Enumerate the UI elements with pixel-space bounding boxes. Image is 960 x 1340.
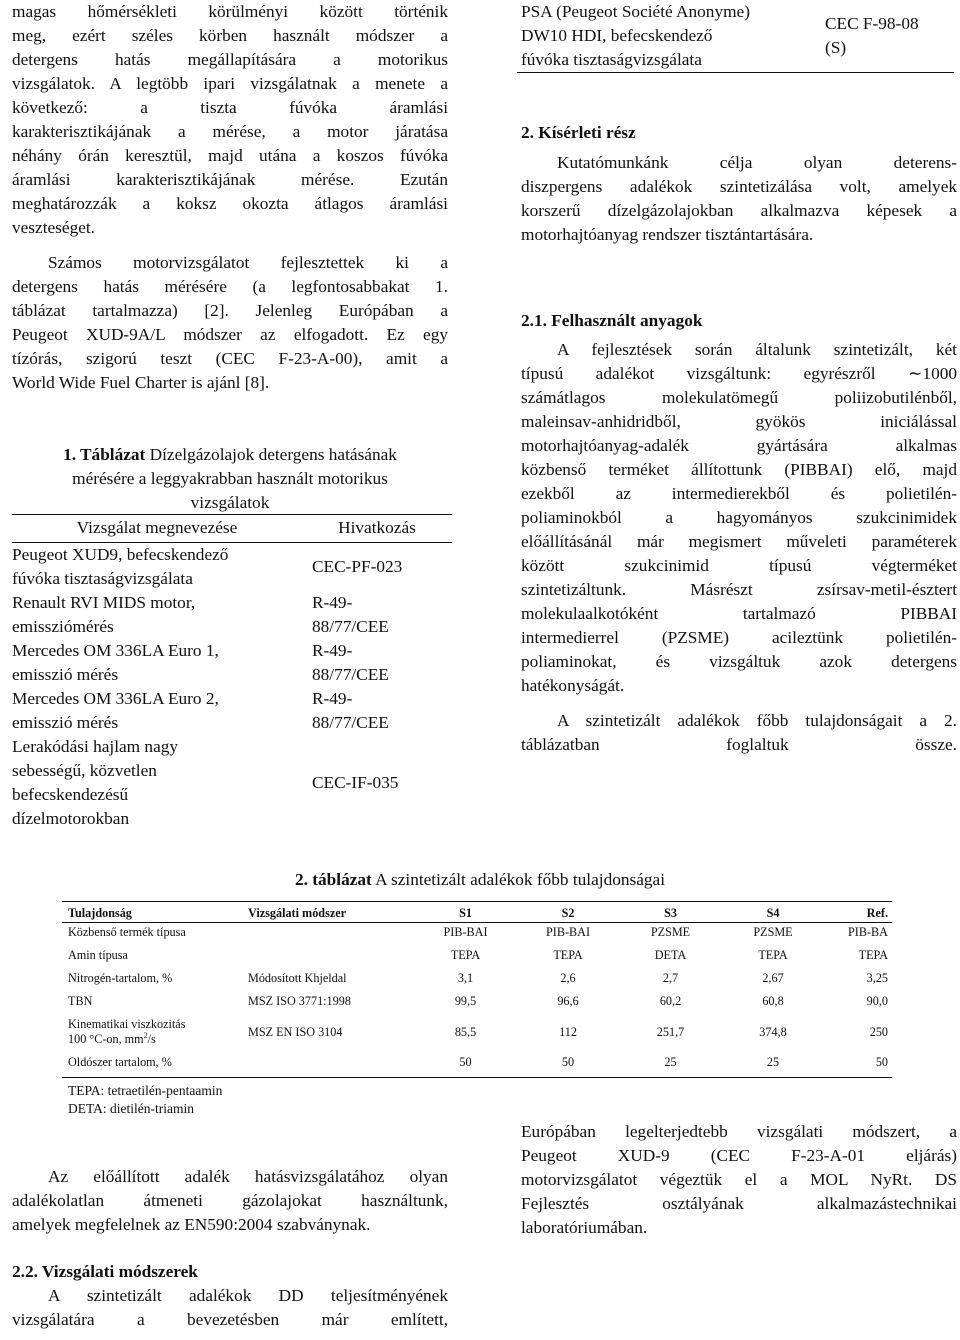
table-row: TBN MSZ ISO 3771:1998 99,5 96,6 60,2 60,8 90,0: [68, 994, 888, 1008]
text-line: vizsgálatára a bevezetésben már említett,: [12, 1310, 448, 1329]
text-line: motorhajtóanyag rendszer tisztántartására.: [521, 225, 814, 244]
table-row: Mercedes OM 336LA Euro 2, emisszió mérés R-49- 88/77/CEE: [12, 689, 389, 732]
text-line: típusú adalékot vizsgáltunk: egyrészről ∼1000: [521, 364, 957, 383]
section-2-2-title: 2.2. Vizsgálati módszerek: [12, 1262, 198, 1281]
text-line: korszerű dízelgázolajokban alkalmazva képesek a: [521, 201, 957, 220]
table2-header-row: [68, 902, 888, 921]
text-line: maleinsav-anhidridből, gyökös iniciálással: [521, 412, 957, 431]
text-line: következő: a tiszta fúvóka áramlási: [12, 98, 448, 117]
text-line: Európában legelterjedtebb vizsgálati módszert, a: [521, 1122, 957, 1141]
table2-caption: 2. táblázat A szintetizált adalékok főbb tulajdonságai: [294, 870, 666, 889]
section-2-1-title: 2.1. Felhasznált anyagok: [521, 311, 703, 330]
table1-body: [12, 543, 452, 831]
table1-bottom-rule: [517, 72, 954, 73]
table-row: Amin típusa TEPA TEPA DETA TEPA TEPA: [68, 948, 888, 962]
table2-bottom-rule: [62, 1077, 892, 1078]
section-2-body: [521, 151, 957, 247]
table2-caption-label: 2. táblázat: [294, 870, 372, 889]
table2-header-rule: [62, 922, 892, 923]
text-line: magas hőmérsékleti körülményi között történik: [12, 2, 448, 21]
table2: [68, 902, 888, 1074]
section-2-1-body: [521, 338, 957, 698]
table-row: Közbenső termék típusa PIB-BAI PIB-BAI PZSME PZSME PIB-BA: [68, 925, 888, 939]
text-line: táblázat tartalmazza) [2]. Jelenleg Európában a: [12, 301, 448, 320]
text-line: Az előállított adalék hatásvizsgálatához olyan: [48, 1167, 448, 1186]
section-2-1-paragraph-2: [521, 709, 957, 757]
text-line: A szintetizált adalékok főbb tulajdonságait a 2.: [557, 711, 957, 730]
left-column: [12, 0, 448, 395]
text-line: Fejlesztés osztályának alkalmazástechnikai: [521, 1194, 957, 1213]
text-line: detergens hatás megállapítására a motorikus: [12, 50, 448, 69]
section-2: [521, 121, 957, 247]
text-line: motorvizsgálatot végeztük el a MOL NyRt. DS: [521, 1170, 957, 1189]
text-line: között szukcinimid típusú végterméket: [521, 556, 957, 575]
bottom-right-paragraph: [521, 1120, 957, 1240]
table2-header: S4: [766, 906, 780, 920]
section-2-1: [521, 309, 957, 757]
text-line: Peugeot XUD-9A/L módszer az elfogadott. Ez egy: [12, 325, 448, 344]
text-line: A szintetizált adalékok DD teljesítményének: [48, 1286, 448, 1305]
text-line: néhány órán keresztül, majd utána a koszos fúvóka: [12, 146, 448, 165]
note: DETA: dietilén-triamin: [68, 1101, 195, 1116]
text-line: A fejlesztések során általunk szintetizált, két: [557, 340, 957, 359]
section-2-2: [12, 1260, 448, 1332]
table1-caption: 1. Táblázat Dízelgázolajok detergens hatásának mérésére a leggyakrabban használt motorikus vizsgálatok: [63, 445, 397, 512]
table1: [12, 516, 452, 542]
text-line: laboratóriumában.: [521, 1218, 648, 1237]
text-line: veszteséget.: [12, 218, 96, 237]
text-line: poliaminokat, és vizsgáltuk azok detergens: [521, 652, 957, 671]
table1-header-name: Vizsgálat megnevezése: [76, 518, 238, 537]
table2-header: S3: [664, 906, 677, 920]
table-row: Peugeot XUD9, befecskendező fúvóka tisztaságvizsgálata CEC-PF-023: [12, 545, 403, 588]
text-line: molekulaalkotóként tartalmazó PIBBAI: [521, 604, 957, 623]
text-line: meghatározzák a koksz okozta átlagos áramlási: [12, 194, 448, 213]
text-line: vizsgálatok. A legtöbb ipari vizsgálatnak a menete a: [12, 74, 448, 93]
text-line: diszpergens adalékok szintetizálása volt, amelyek: [521, 177, 957, 196]
text-line: detergens hatás mérésére (a legfontosabbakat 1.: [12, 277, 448, 296]
intro-paragraph-2: [12, 251, 448, 395]
text-line: számátlagos molekulatömegű poliizobutilénből,: [521, 388, 957, 407]
text-line: Peugeot XUD-9 (CEC F-23-A-01 eljárás): [521, 1146, 957, 1165]
text-line: Számos motorvizsgálatot fejlesztettek ki a: [48, 253, 448, 272]
text-line: előállításánál már megismert műveleti paraméterek: [521, 532, 957, 551]
text-line: közbenső terméket állítottunk (PIBBAI) elő, majd: [521, 460, 957, 479]
text-line: Kutatómunkánk célja olyan deterens-: [557, 153, 957, 172]
table2-header: Ref.: [866, 906, 888, 920]
table2-header: Vizsgálati módszer: [248, 906, 347, 920]
text-line: tízórás, szigorú teszt (CEC F-23-A-00), amit a: [12, 349, 448, 368]
text-line: amelyek megfelelnek az EN590:2004 szabványnak.: [12, 1215, 371, 1234]
table1-caption-label: 1. Táblázat: [63, 445, 146, 464]
table2-header: Tulajdonság: [68, 906, 132, 920]
table1-top-rule: [12, 514, 452, 515]
table1-header-ref: Hivatkozás: [338, 518, 416, 537]
text-line: World Wide Fuel Charter is ajánl [8].: [12, 373, 270, 392]
intro-paragraph-1: [12, 0, 448, 240]
table-row: Mercedes OM 336LA Euro 1, emisszió mérés R-49- 88/77/CEE: [12, 641, 389, 684]
text-line: áramlási karakterisztikájának mérése. Ezután: [12, 170, 448, 189]
table2-notes: [68, 1082, 222, 1118]
section-2-title: 2. Kísérleti rész: [521, 123, 636, 142]
note: TEPA: tetraetilén-pentaamin: [68, 1083, 223, 1098]
table1-header-row: [12, 516, 452, 542]
text-line: meg, ezért széles körben használt módszer a: [12, 26, 448, 45]
text-line: hatékonyságát.: [521, 676, 625, 695]
text-line: motorhajtóanyag-adalék gyártására alkalmas: [521, 436, 957, 455]
text-line: ezekből az intermedierekből és polietilén-: [521, 484, 957, 503]
text-line: adalékolatlan átmeneti gázolajokat használtunk,: [12, 1191, 448, 1210]
bottom-left-paragraph: [12, 1165, 448, 1237]
text-line: táblázatban foglaltuk össze.: [521, 735, 957, 754]
table-row: Oldószer tartalom, % 50 50 25 25 50: [68, 1055, 888, 1069]
text-line: intermedierrel (PZSME) acileztünk polietilén-: [521, 628, 957, 647]
text-line: karakterisztikájának a mérése, a motor járatása: [12, 122, 448, 141]
table-row: Nitrogén-tartalom, % Módosított Khjeldal 3,1 2,6 2,7 2,67 3,25: [68, 971, 888, 985]
table-row: Kinematikai viszkozitás 100 °C-on, $mm^2/s$ MSZ EN ISO 3104 85,5 112 251,7 374,8 250: [68, 1017, 888, 1046]
table-row: Lerakódási hajlam nagy sebességű, közvetlen befecskendezésű dízelmotorokban CEC-IF-035: [12, 737, 399, 828]
table2-header: S1: [459, 906, 472, 920]
text-line: poliaminokból a hagyományos szukcinimidek: [521, 508, 957, 527]
table-row: Renault RVI MIDS motor, emissziómérés R-49- 88/77/CEE: [12, 593, 389, 636]
table2-header: S2: [561, 906, 575, 920]
text-line: szintetizáltunk. Másrészt zsírsav-metil-észtert: [521, 580, 957, 599]
